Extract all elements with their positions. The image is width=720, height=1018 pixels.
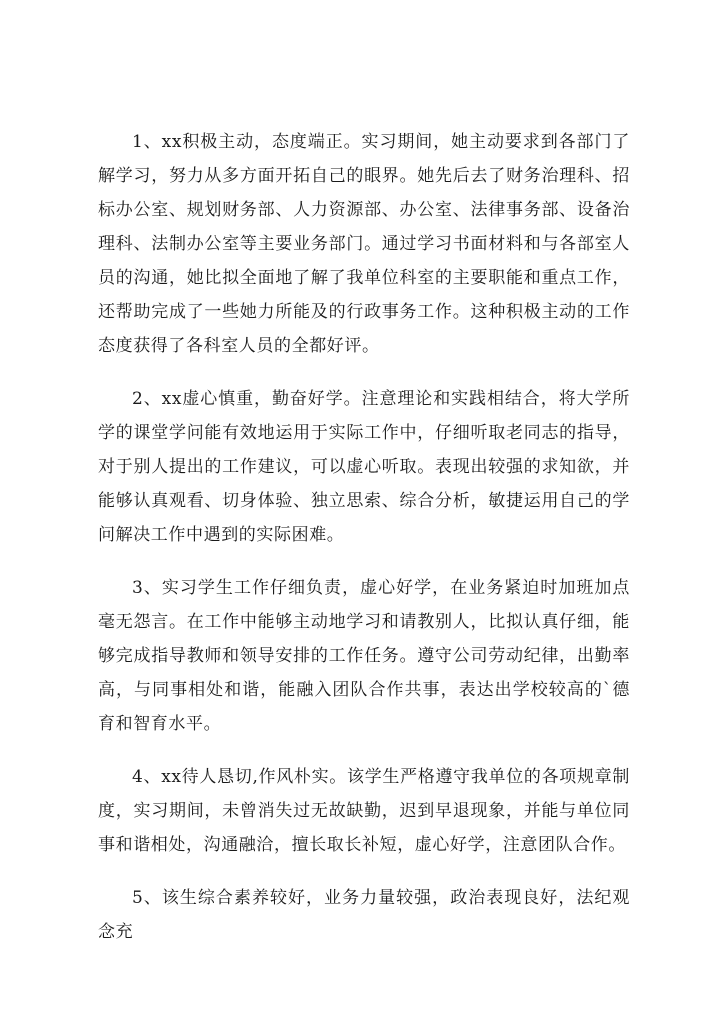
- paragraph-4: 4、xx待人恳切,作风朴实。该学生严格遵守我单位的各项规章制度，实习期间，未曾消失过无故缺勤，迟到早退现象，并能与单位同事和谐相处，沟通融洽，擅长取长补短，虚心好学，注意团队合作。: [98, 767, 630, 855]
- paragraph-2: 2、xx虚心慎重，勤奋好学。注意理论和实践相结合，将大学所学的课堂学问能有效地运用于实际工作中，仔细听取老同志的指导，对于别人提出的工作建议，可以虚心听取。表现出较强的求知欲，并能够认真观看、切身体验、独立思索、综合分析，敏捷运用自己的学问解决工作中遇到的实际困难。: [98, 389, 630, 545]
- paragraph-5: 5、该生综合素养较好，业务力量较强，政治表现良好，法纪观念充: [98, 888, 630, 942]
- paragraph-1: 1、xx积极主动，态度端正。实习期间，她主动要求到各部门了解学习，努力从多方面开拓自己的眼界。她先后去了财务治理科、招标办公室、规划财务部、人力资源部、办公室、法律事务部、设备治理科、法制办公室等主要业务部门。通过学习书面材料和与各部室人员的沟通，她比拟全面地了解了我单位科室的主要职能和重点工作，还帮助完成了一些她力所能及的行政事务工作。这种积极主动的工作态度获得了各科室人员的全都好评。: [98, 132, 630, 356]
- paragraph-3: 3、实习学生工作仔细负责，虚心好学，在业务紧迫时加班加点毫无怨言。在工作中能够主动地学习和请教别人，比拟认真仔细，能够完成指导教师和领导安排的工作任务。遵守公司劳动纪律，出勤率高，与同事相处和谐，能融入团队合作共事，表达出学校较高的`德育和智育水平。: [98, 578, 630, 734]
